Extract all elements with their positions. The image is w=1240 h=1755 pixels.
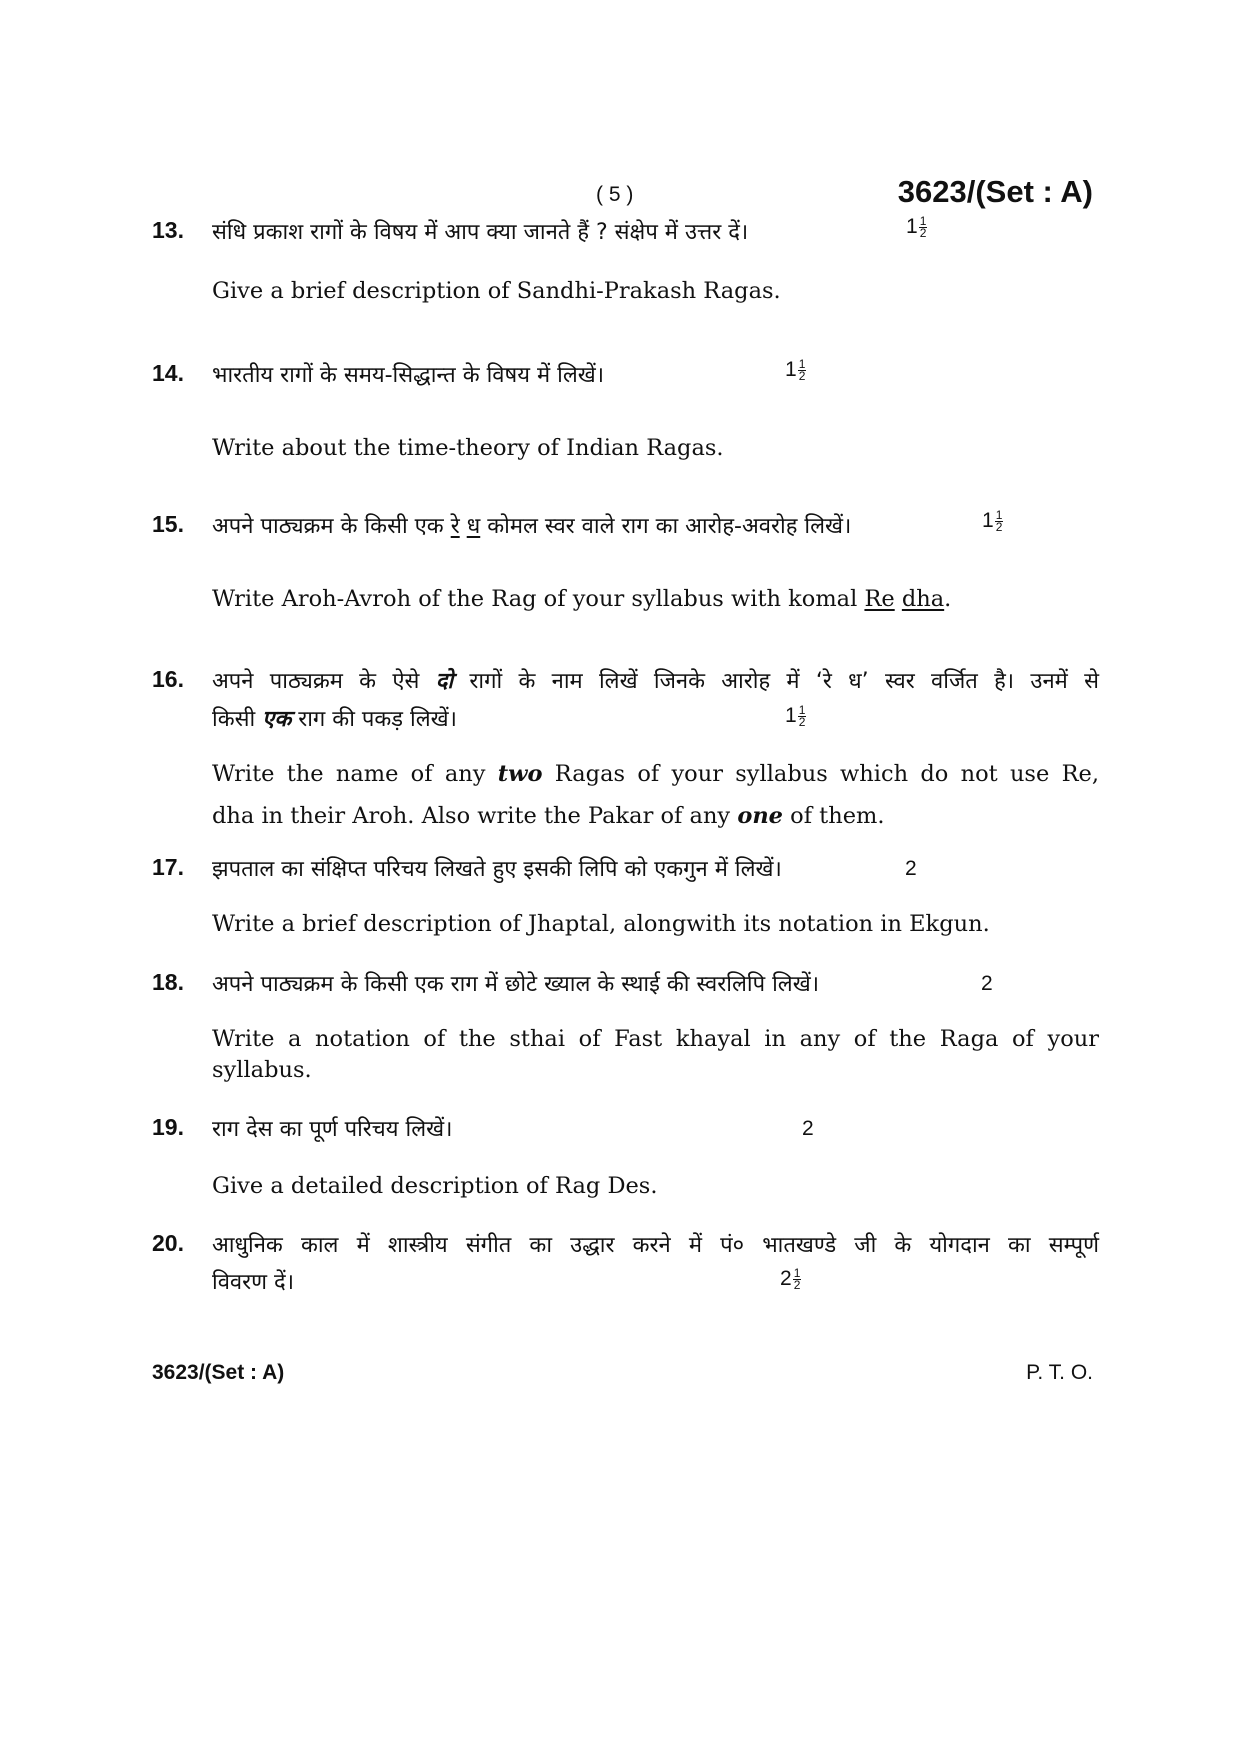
paper-code-header: 3623/(Set : A) <box>897 174 1093 209</box>
question-hindi: आधुनिक काल में शास्त्रीय संगीत का उद्धार करने में पं० भातखण्डे जी के योगदान का सम्पूर्ण <box>212 1233 1099 1258</box>
marks: 1 $\frac{1}{2}$ <box>785 702 806 729</box>
question-english: Give a detailed description of Rag Des. <box>212 1173 658 1199</box>
question-english-line-2: syllabus. <box>212 1057 312 1083</box>
please-turn-over: P. T. O. <box>1026 1361 1093 1384</box>
question-number: 19. <box>152 1114 184 1140</box>
question-english-line-2: dha in their Aroh. Also write the Pakar of any one of them. <box>212 803 885 829</box>
question-hindi: अपने पाठ्यक्रम के ऐसे दो रागों के नाम लिखें जिनके आरोह में ‘रे ध’ स्वर वर्जित है। उनमें से <box>212 669 1099 694</box>
question-english: Write the name of any two Ragas of your syllabus which do not use Re, <box>212 761 1099 787</box>
marks: 1 $\frac{1}{2}$ <box>906 213 927 240</box>
question-english: Write a brief description of Jhaptal, alongwith its notation in Ekgun. <box>212 911 990 937</box>
marks: 2 $\frac{1}{2}$ <box>780 1265 801 1292</box>
question-number: 14. <box>152 360 184 386</box>
page-number: ( 5 ) <box>596 183 634 206</box>
marks: 1 $\frac{1}{2}$ <box>785 356 806 383</box>
question-english: Give a brief description of Sandhi-Prakash Ragas. <box>212 278 781 304</box>
question-english: Write about the time-theory of Indian Ragas. <box>212 435 724 461</box>
question-hindi-line-2: किसी एक राग की पकड़ लिखें। <box>212 707 458 732</box>
paper-code-footer: 3623/(Set : A) <box>152 1361 285 1384</box>
question-hindi: अपने पाठ्यक्रम के किसी एक राग में छोटे ख्याल के स्थाई की स्वरलिपि लिखें। <box>212 972 820 997</box>
question-hindi: अपने पाठ्यक्रम के किसी एक रे ध कोमल स्वर वाले राग का आरोह-अवरोह लिखें। <box>212 514 852 539</box>
question-number: 17. <box>152 854 184 880</box>
question-hindi: झपताल का संक्षिप्त परिचय लिखते हुए इसकी लिपि को एकगुन में लिखें। <box>212 857 782 882</box>
question-hindi: भारतीय रागों के समय-सिद्धान्त के विषय में लिखें। <box>212 363 605 388</box>
marks: 2 <box>905 857 917 880</box>
marks: 2 <box>802 1117 814 1140</box>
question-english: Write a notation of the sthai of Fast khayal in any of the Raga of your <box>212 1026 1099 1052</box>
question-number: 15. <box>152 511 184 537</box>
question-hindi: संधि प्रकाश रागों के विषय में आप क्या जानते हैं ? संक्षेप में उत्तर दें। <box>212 220 749 245</box>
question-number: 16. <box>152 666 184 692</box>
marks: 1 $\frac{1}{2}$ <box>982 507 1003 534</box>
question-number: 18. <box>152 969 184 995</box>
question-hindi-line-2: विवरण दें। <box>212 1270 295 1295</box>
question-number: 20. <box>152 1230 184 1256</box>
marks: 2 <box>981 972 993 995</box>
question-number: 13. <box>152 217 184 243</box>
question-english: Write Aroh-Avroh of the Rag of your syllabus with komal Re dha. <box>212 586 952 612</box>
question-hindi: राग देस का पूर्ण परिचय लिखें। <box>212 1117 453 1142</box>
